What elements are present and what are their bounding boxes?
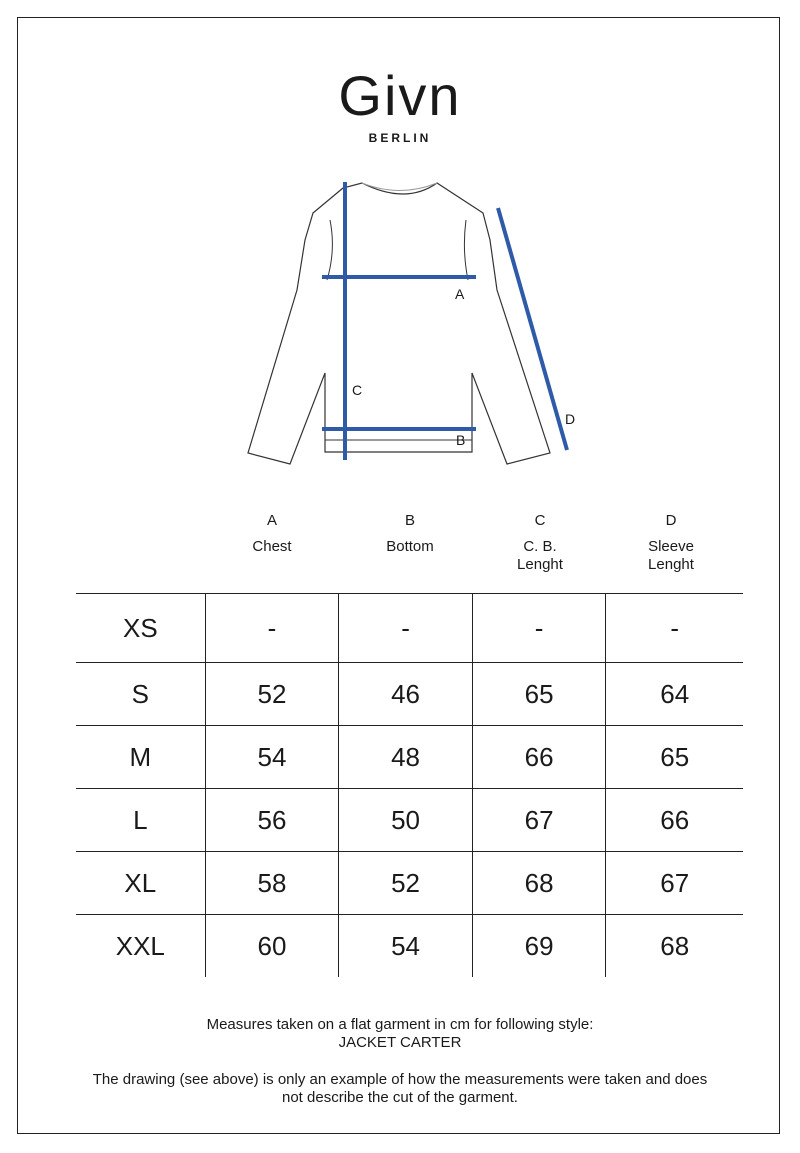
disclaimer-line-1: The drawing (see above) is only an example of how the measurements were taken and does <box>92 1071 708 1088</box>
value-cell: 68 <box>472 852 606 915</box>
column-header-d <box>611 512 731 574</box>
value-cell: 67 <box>606 852 743 915</box>
brand-logo: Givn <box>338 64 462 127</box>
size-cell: L <box>76 789 205 852</box>
garment-diagram <box>230 175 590 475</box>
value-cell: - <box>472 594 606 663</box>
value-cell: 60 <box>205 915 339 978</box>
left-seam <box>327 220 332 280</box>
value-cell: - <box>339 594 473 663</box>
measure-c-label: C <box>352 382 363 398</box>
value-cell: 54 <box>339 915 473 978</box>
column-header-c <box>480 512 600 574</box>
size-cell: XXL <box>76 915 205 978</box>
column-letter: B <box>404 512 415 529</box>
value-cell: 46 <box>339 663 473 726</box>
column-label: Bottom <box>386 538 434 555</box>
table-row <box>76 915 743 978</box>
table-row <box>76 663 743 726</box>
measures-note: Measures taken on a flat garment in cm for following style: <box>206 1016 594 1033</box>
value-cell: 69 <box>472 915 606 978</box>
table-row <box>76 789 743 852</box>
column-letter: A <box>266 512 277 529</box>
right-seam <box>464 220 468 280</box>
value-cell: 58 <box>205 852 339 915</box>
style-name: JACKET CARTER <box>338 1034 462 1051</box>
size-table <box>76 593 743 977</box>
value-cell: 52 <box>205 663 339 726</box>
size-cell: S <box>76 663 205 726</box>
column-header-b <box>350 512 470 556</box>
value-cell: 56 <box>205 789 339 852</box>
disclaimer-line-2: not describe the cut of the garment. <box>282 1089 518 1106</box>
brand-subtitle: BERLIN <box>368 131 432 145</box>
column-label-line1: C. B. <box>523 538 557 555</box>
value-cell: 64 <box>606 663 743 726</box>
column-letter: D <box>665 512 677 529</box>
column-letter: C <box>534 512 546 529</box>
value-cell: 65 <box>606 726 743 789</box>
size-cell: XS <box>76 594 205 663</box>
value-cell: 48 <box>339 726 473 789</box>
table-row <box>76 726 743 789</box>
column-label-line2: Lenght <box>648 556 694 573</box>
value-cell: 66 <box>606 789 743 852</box>
value-cell: 50 <box>339 789 473 852</box>
size-cell: M <box>76 726 205 789</box>
measure-d-label: D <box>565 411 576 427</box>
value-cell: 65 <box>472 663 606 726</box>
column-header-a <box>212 512 332 556</box>
measure-d-line <box>498 208 567 450</box>
measure-b-label: B <box>456 432 466 448</box>
column-label: Chest <box>252 538 292 555</box>
table-row <box>76 594 743 663</box>
value-cell: - <box>205 594 339 663</box>
column-label-line2: Lenght <box>517 556 563 573</box>
table-row <box>76 852 743 915</box>
value-cell: 52 <box>339 852 473 915</box>
value-cell: 67 <box>472 789 606 852</box>
measure-a-label: A <box>455 286 465 302</box>
value-cell: 68 <box>606 915 743 978</box>
value-cell: 54 <box>205 726 339 789</box>
value-cell: - <box>606 594 743 663</box>
column-label-line1: Sleeve <box>648 538 694 555</box>
size-cell: XL <box>76 852 205 915</box>
value-cell: 66 <box>472 726 606 789</box>
